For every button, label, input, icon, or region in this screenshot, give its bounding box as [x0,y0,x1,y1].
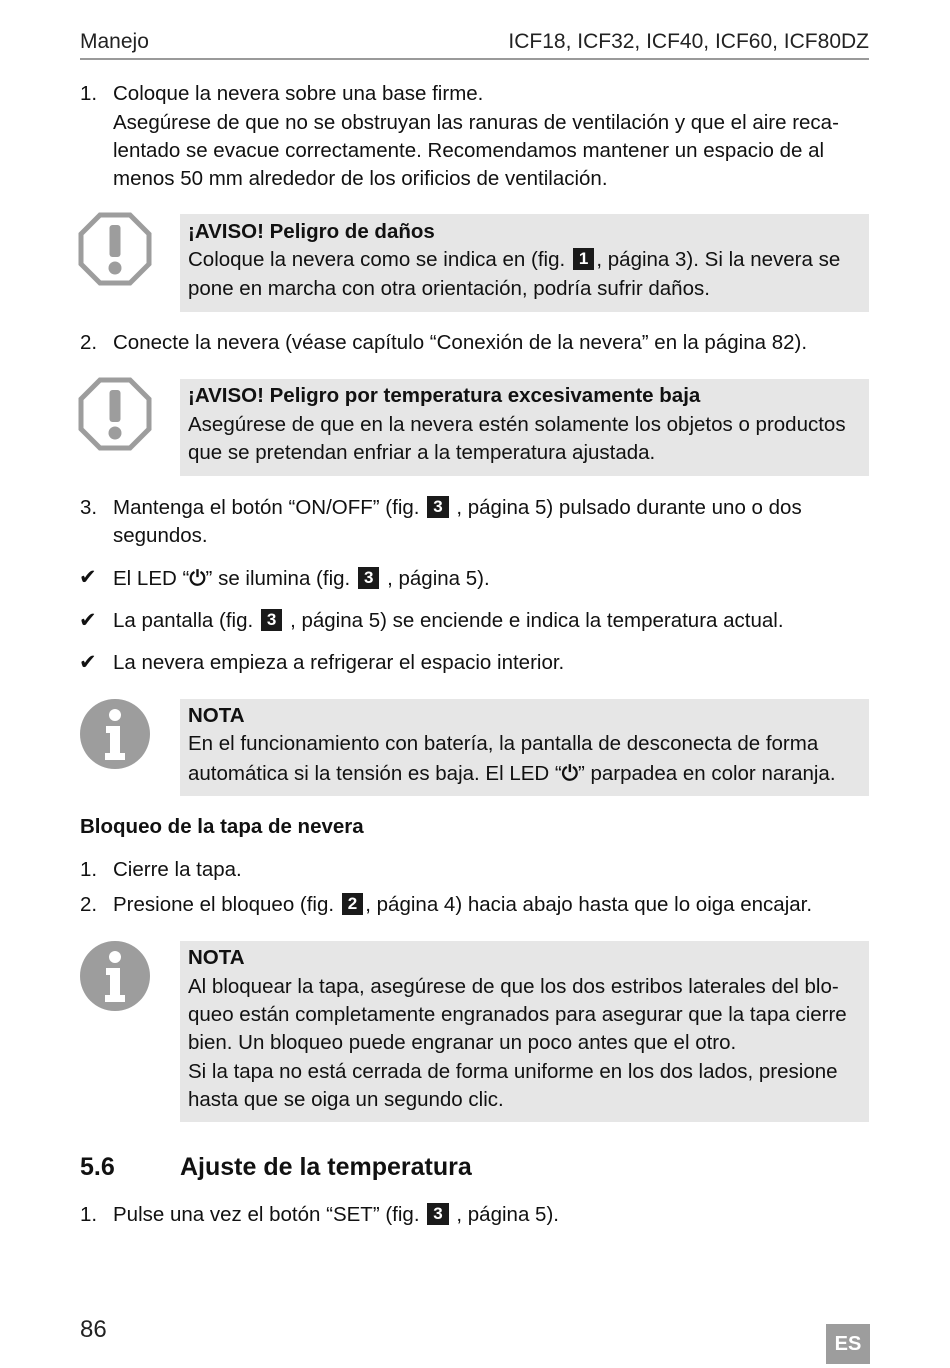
step-text-part: Pulse una vez el botón “SET” (fig. [113,1203,420,1226]
header-model-list: ICF18, ICF32, ICF40, ICF60, ICF80DZ [508,30,869,53]
note-text: queo están completamente engranados para asegurar que la tapa cierre [188,1003,847,1026]
step-text-part: , página 5) pulsado durante uno o dos [456,496,802,519]
note-text: hasta que se oiga un segundo clic. [188,1088,504,1111]
note-text: bien. Un bloqueo puede engranar un poco antes que el otro. [188,1031,737,1054]
warning-text-part: , página 3). Si la nevera se [596,248,841,271]
subsection-heading: Bloqueo de la tapa de nevera [80,815,364,838]
note-title: NOTA [188,704,245,727]
warning-octagon-icon [78,212,152,286]
step-text: lentado se evacue correctamente. Recomendamos mantener un espacio de al [113,139,825,162]
result-text: La nevera empieza a refrigerar el espacio interior. [113,651,565,674]
result-text [113,564,490,594]
checkmark-icon: ✔ [79,566,97,589]
warning-title: ¡AVISO! Peligro de daños [188,220,435,243]
section-number: 5.6 [80,1153,115,1181]
result-text-part: , página 5). [387,567,490,590]
step-text: Coloque la nevera sobre una base firme. [113,82,484,105]
step-text-part: , página 4) hacia abajo hasta que lo oiga encajar. [365,893,813,916]
note-box-battery [180,699,869,796]
header-divider [80,58,869,60]
warning-title: ¡AVISO! Peligro por temperatura excesivamente baja [188,384,701,407]
step-text: Conecte la nevera (véase capítulo “Conexión de la nevera” en la página 82). [113,331,808,354]
figure-badge: 3 [427,1203,448,1225]
result-text-part: ” se ilumina (fig. [205,567,351,590]
warning-octagon-icon [78,377,152,451]
figure-badge: 3 [358,567,379,589]
language-badge: ES [826,1324,870,1364]
step-number: 1. [80,1203,98,1226]
step-text-part: , página 5). [456,1203,559,1226]
figure-badge: 3 [261,609,282,631]
step-number: 2. [80,893,98,916]
note-text [188,759,836,789]
step-number: 1. [80,858,98,881]
step-text: segundos. [113,524,208,547]
result-text [113,607,784,636]
note-box-lid-lock [180,941,869,1122]
step-text: Asegúrese de que no se obstruyan las ranuras de ventilación y que el aire reca- [113,111,839,134]
power-icon: ⏻ [189,566,206,590]
warning-box-damage [180,214,869,312]
warning-text-part: Coloque la nevera como se indica en (fig. [188,248,566,271]
header-section-title: Manejo [80,30,149,53]
info-icon [78,697,152,771]
note-title: NOTA [188,946,245,969]
figure-badge: 1 [573,248,594,270]
step-text [113,891,812,920]
step-number: 1. [80,82,98,105]
result-text-part: , página 5) se enciende e indica la temperatura actual. [290,609,784,632]
warning-text [188,246,840,275]
step-text: menos 50 mm alrededor de los orificios de ventilación. [113,167,608,190]
result-text-part: El LED “ [113,567,190,590]
step-text: Cierre la tapa. [113,858,242,881]
note-text-part: ” parpadea en color naranja. [577,762,836,785]
step-number: 2. [80,331,98,354]
figure-badge: 3 [427,496,448,518]
note-text-part: automática si la tensión es baja. El LED “ [188,762,562,785]
page-number: 86 [80,1316,107,1343]
warning-box-low-temperature [180,379,869,476]
step-number: 3. [80,496,98,519]
note-text: En el funcionamiento con batería, la pantalla de desconecta de forma [188,732,819,755]
warning-text: que se pretendan enfriar a la temperatura ajustada. [188,441,656,464]
result-text-part: La pantalla (fig. [113,609,254,632]
step-text-part: Presione el bloqueo (fig. [113,893,335,916]
warning-text: pone en marcha con otra orientación, podría sufrir daños. [188,277,710,300]
note-text: Al bloquear la tapa, asegúrese de que los dos estribos laterales del blo- [188,975,839,998]
step-text [113,494,802,523]
checkmark-icon: ✔ [79,651,97,674]
power-icon: ⏻ [561,761,578,785]
section-title: Ajuste de la temperatura [180,1153,472,1181]
step-text [113,1201,559,1230]
checkmark-icon: ✔ [79,609,97,632]
note-text: Si la tapa no está cerrada de forma uniforme en los dos lados, presione [188,1060,838,1083]
warning-text: Asegúrese de que en la nevera estén solamente los objetos o productos [188,413,846,436]
step-text-part: Mantenga el botón “ON/OFF” (fig. [113,496,420,519]
info-icon [78,939,152,1013]
figure-badge: 2 [342,893,363,915]
